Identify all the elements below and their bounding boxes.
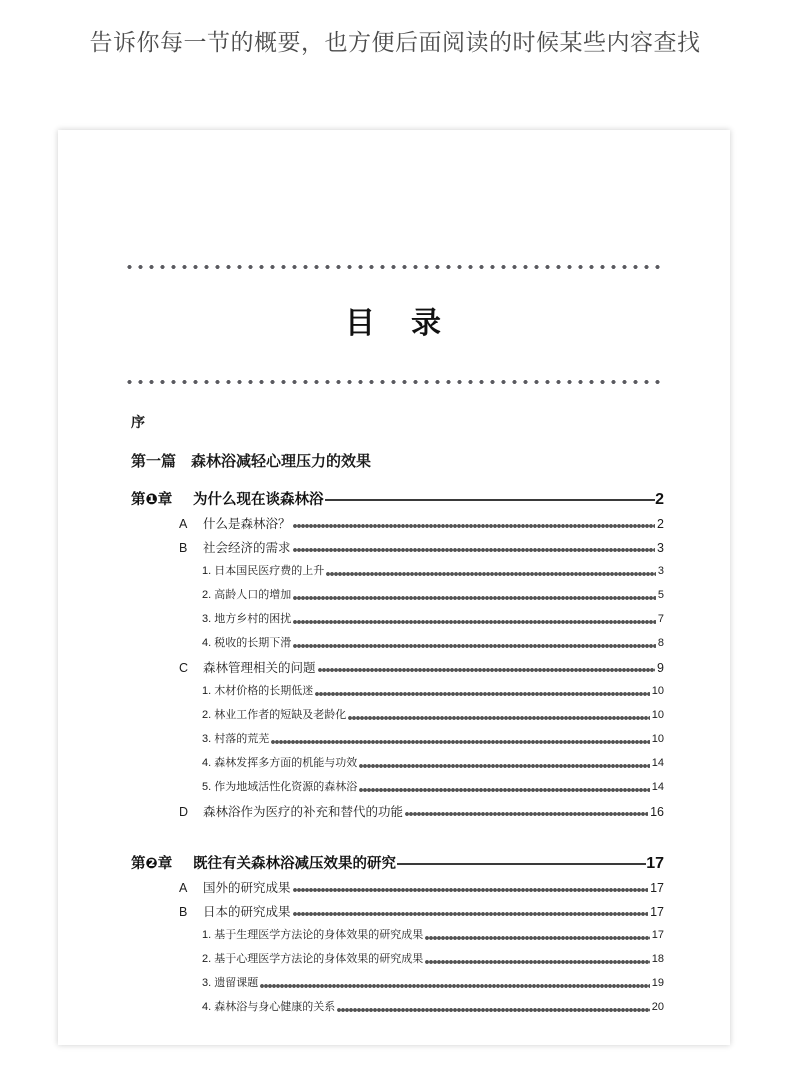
toc-entry-page-number: 17 bbox=[646, 855, 664, 872]
toc-entry-page-number: 2 bbox=[657, 517, 664, 531]
toc-entry-page-number: 14 bbox=[651, 757, 664, 769]
toc-entry-title: 3. 村落的荒芜 bbox=[202, 733, 270, 745]
toc-entry-page-number: 7 bbox=[657, 613, 664, 625]
toc-entry-page-number: 9 bbox=[657, 661, 664, 675]
toc-entry-title: 4. 森林发挥多方面的机能与功效 bbox=[202, 757, 358, 769]
toc-entry-letter[interactable] bbox=[124, 902, 664, 926]
toc-entry-label bbox=[179, 658, 316, 676]
toc-entry-num[interactable] bbox=[124, 754, 664, 778]
toc-entry-key: D bbox=[179, 805, 189, 819]
book-page bbox=[58, 130, 730, 1045]
leader-dots bbox=[337, 1008, 650, 1012]
page-title-char-1: 目 bbox=[345, 307, 377, 340]
toc-entry-num[interactable] bbox=[124, 610, 664, 634]
toc-entry-num[interactable] bbox=[124, 950, 664, 974]
toc-entry-page-number: 18 bbox=[651, 953, 664, 965]
toc-entry-page-number: 2 bbox=[655, 491, 664, 508]
toc-entry-letter[interactable] bbox=[124, 878, 664, 902]
toc-entry-page-number: 3 bbox=[657, 541, 664, 555]
toc-entry-title: 4. 税收的长期下滑 bbox=[202, 637, 292, 649]
leader-dots bbox=[293, 644, 656, 648]
toc-entry-num[interactable] bbox=[124, 778, 664, 802]
preface-heading: 序 bbox=[131, 414, 145, 430]
toc-entry-title: 森林管理相关的问题 bbox=[203, 661, 316, 675]
toc-entry-chapter[interactable] bbox=[124, 488, 664, 514]
leader-dots bbox=[260, 984, 650, 988]
toc-entry-label bbox=[202, 730, 269, 746]
toc-entry-key: C bbox=[179, 661, 189, 675]
toc-entry-title: 3. 地方乡村的困扰 bbox=[202, 613, 292, 625]
leader-dots bbox=[405, 812, 648, 816]
toc-entry-page-number: 8 bbox=[657, 637, 664, 649]
toc-entry-title: 4. 森林浴与身心健康的关系 bbox=[202, 1001, 336, 1013]
dotted-rule-top bbox=[124, 265, 664, 269]
toc-entry-label bbox=[179, 514, 291, 532]
toc-spacer bbox=[124, 826, 664, 852]
toc-entry-title: 既往有关森林浴减压效果的研究 bbox=[193, 856, 396, 872]
toc-entry-page-number: 14 bbox=[651, 781, 664, 793]
leader-dots bbox=[348, 716, 650, 720]
page-title-char-2: 录 bbox=[411, 307, 443, 340]
toc-entry-label bbox=[131, 488, 324, 509]
leader-dots bbox=[325, 499, 656, 501]
toc-entry-page-number: 20 bbox=[651, 1001, 664, 1013]
toc-entry-title: 1. 木材价格的长期低迷 bbox=[202, 685, 314, 697]
leader-dots bbox=[397, 863, 646, 865]
toc-entry-num[interactable] bbox=[124, 634, 664, 658]
toc-entry-title: 2. 基于心理医学方法论的身体效果的研究成果 bbox=[202, 953, 424, 965]
toc-entry-label bbox=[202, 586, 291, 602]
toc-entry-page-number: 10 bbox=[651, 733, 664, 745]
toc-entry-title: 1. 日本国民医疗费的上升 bbox=[202, 565, 325, 577]
toc-entry-label bbox=[202, 706, 346, 722]
toc-entry-label bbox=[202, 562, 324, 578]
toc-entry-page-number: 17 bbox=[650, 881, 664, 895]
toc-entry-num[interactable] bbox=[124, 706, 664, 730]
chapter-number: 第❶章 bbox=[131, 492, 173, 508]
chapter-number: 第❷章 bbox=[131, 856, 173, 872]
toc-entry-title: 社会经济的需求 bbox=[203, 541, 291, 555]
top-caption: 告诉你每一节的概要，也方便后面阅读的时候某些内容查找 bbox=[89, 29, 701, 55]
leader-dots bbox=[425, 936, 650, 940]
page-title bbox=[124, 298, 664, 342]
toc-entry-title: 5. 作为地域活性化资源的森林浴 bbox=[202, 781, 358, 793]
toc-entry-num[interactable] bbox=[124, 926, 664, 950]
toc-entry-label bbox=[202, 682, 313, 698]
leader-dots bbox=[315, 692, 650, 696]
toc-entry-page-number: 10 bbox=[651, 709, 664, 721]
toc-entry-page-number: 19 bbox=[651, 977, 664, 989]
leader-dots bbox=[271, 740, 650, 744]
toc-entry-label bbox=[179, 902, 291, 920]
toc-entry-label bbox=[131, 852, 396, 873]
toc-entry-key: B bbox=[179, 905, 188, 919]
leader-dots bbox=[293, 524, 656, 528]
leader-dots bbox=[359, 788, 650, 792]
dotted-rule-bottom bbox=[124, 380, 664, 384]
toc-entry-key: B bbox=[179, 541, 188, 555]
toc-entry-title: 2. 林业工作者的短缺及老龄化 bbox=[202, 709, 347, 721]
toc-entry-chapter[interactable] bbox=[124, 852, 664, 878]
toc-entry-num[interactable] bbox=[124, 998, 664, 1022]
toc-entry-num[interactable] bbox=[124, 974, 664, 998]
toc-entry-label bbox=[179, 802, 403, 820]
toc-entry-title: 什么是森林浴？ bbox=[203, 517, 291, 531]
toc-entry-page-number: 10 bbox=[651, 685, 664, 697]
leader-dots bbox=[293, 548, 656, 552]
toc-entry-label bbox=[202, 610, 291, 626]
toc-entry-label bbox=[202, 634, 291, 650]
leader-dots bbox=[293, 912, 649, 916]
toc-entry-label bbox=[202, 926, 423, 942]
toc-entry-num[interactable] bbox=[124, 562, 664, 586]
leader-dots bbox=[318, 668, 656, 672]
part-heading: 第一篇 森林浴减轻心理压力的效果 bbox=[131, 453, 372, 470]
leader-dots bbox=[425, 960, 650, 964]
toc-entry-title: 3. 遗留课题 bbox=[202, 977, 259, 989]
toc-entry-label bbox=[202, 998, 335, 1014]
leader-dots bbox=[326, 572, 656, 576]
toc-entry-label bbox=[202, 778, 357, 794]
toc-entry-letter[interactable] bbox=[124, 538, 664, 562]
toc-entry-title: 森林浴作为医疗的补充和替代的功能 bbox=[203, 805, 404, 819]
toc-entry-page-number: 5 bbox=[657, 589, 664, 601]
toc-entry-key: A bbox=[179, 881, 188, 895]
toc-entry-label bbox=[202, 950, 423, 966]
toc-entry-key: A bbox=[179, 517, 188, 531]
toc-entry-label bbox=[179, 538, 291, 556]
toc-entry-num[interactable] bbox=[124, 730, 664, 754]
toc-entry-page-number: 3 bbox=[657, 565, 664, 577]
toc-list bbox=[124, 488, 664, 1022]
toc-entry-label bbox=[202, 974, 258, 990]
toc-entry-title: 日本的研究成果 bbox=[203, 905, 291, 919]
toc-entry-label bbox=[179, 878, 291, 896]
toc-entry-title: 国外的研究成果 bbox=[203, 881, 291, 895]
toc-entry-page-number: 16 bbox=[650, 805, 664, 819]
toc-entry-letter[interactable] bbox=[124, 514, 664, 538]
toc-entry-page-number: 17 bbox=[651, 929, 664, 941]
toc-entry-letter[interactable] bbox=[124, 658, 664, 682]
leader-dots bbox=[359, 764, 650, 768]
leader-dots bbox=[293, 888, 649, 892]
toc-entry-title: 2. 高龄人口的增加 bbox=[202, 589, 292, 601]
page-content bbox=[124, 130, 664, 1045]
toc-entry-num[interactable] bbox=[124, 682, 664, 706]
toc-entry-label bbox=[202, 754, 357, 770]
toc-entry-title: 1. 基于生理医学方法论的身体效果的研究成果 bbox=[202, 929, 424, 941]
toc-entry-title: 为什么现在谈森林浴 bbox=[193, 492, 324, 508]
leader-dots bbox=[293, 596, 656, 600]
toc-entry-letter[interactable] bbox=[124, 802, 664, 826]
toc-entry-num[interactable] bbox=[124, 586, 664, 610]
leader-dots bbox=[293, 620, 656, 624]
toc-entry-page-number: 17 bbox=[650, 905, 664, 919]
